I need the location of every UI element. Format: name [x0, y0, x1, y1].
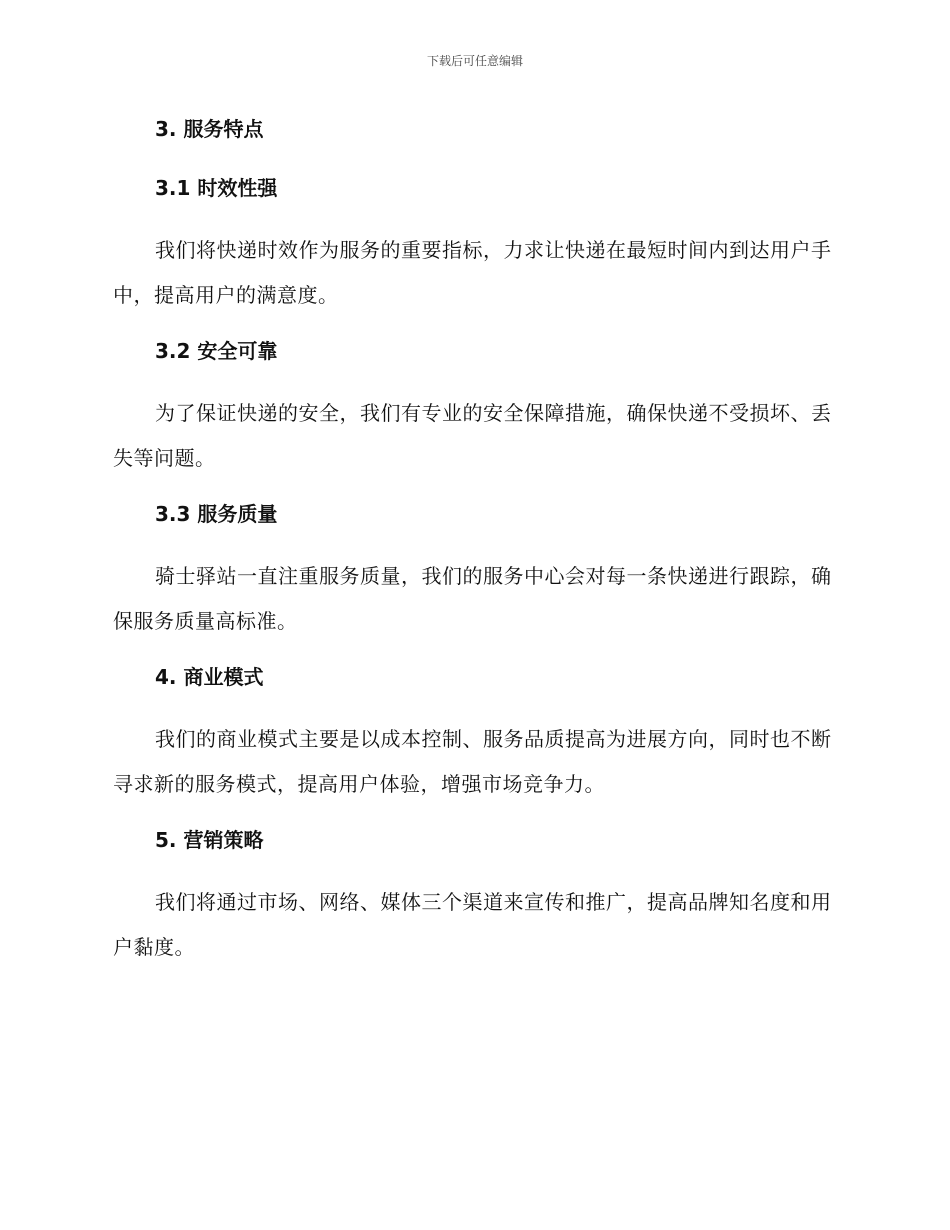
paragraph-marketing: 我们将通过市场、网络、媒体三个渠道来宣传和推广，提高品牌知名度和用户黏度。: [113, 890, 832, 959]
paragraph-quality: 骑士驿站一直注重服务质量，我们的服务中心会对每一条快递进行跟踪，确保服务质量高标准。: [113, 564, 832, 633]
section-heading-safety: 3.2 安全可靠: [155, 339, 278, 363]
section-heading-services: 3. 服务特点: [155, 117, 264, 141]
page-header: 下载后可任意编辑: [426, 54, 523, 68]
document-body: [113, 110, 833, 984]
section-heading-business-model: 4. 商业模式: [155, 665, 264, 689]
paragraph-business-model: 我们的商业模式主要是以成本控制、服务品质提高为进展方向，同时也不断寻求新的服务模式，提高用户体验，增强市场竞争力。: [113, 727, 832, 796]
paragraph-safety: 为了保证快递的安全，我们有专业的安全保障措施，确保快递不受损坏、丢失等问题。: [113, 401, 832, 470]
section-heading-quality: 3.3 服务质量: [155, 502, 278, 526]
section-heading-timeliness: 3.1 时效性强: [155, 176, 278, 200]
paragraph-timeliness: 我们将快递时效作为服务的重要指标，力求让快递在最短时间内到达用户手中，提高用户的满意度。: [113, 238, 832, 307]
section-heading-marketing: 5. 营销策略: [155, 828, 264, 852]
